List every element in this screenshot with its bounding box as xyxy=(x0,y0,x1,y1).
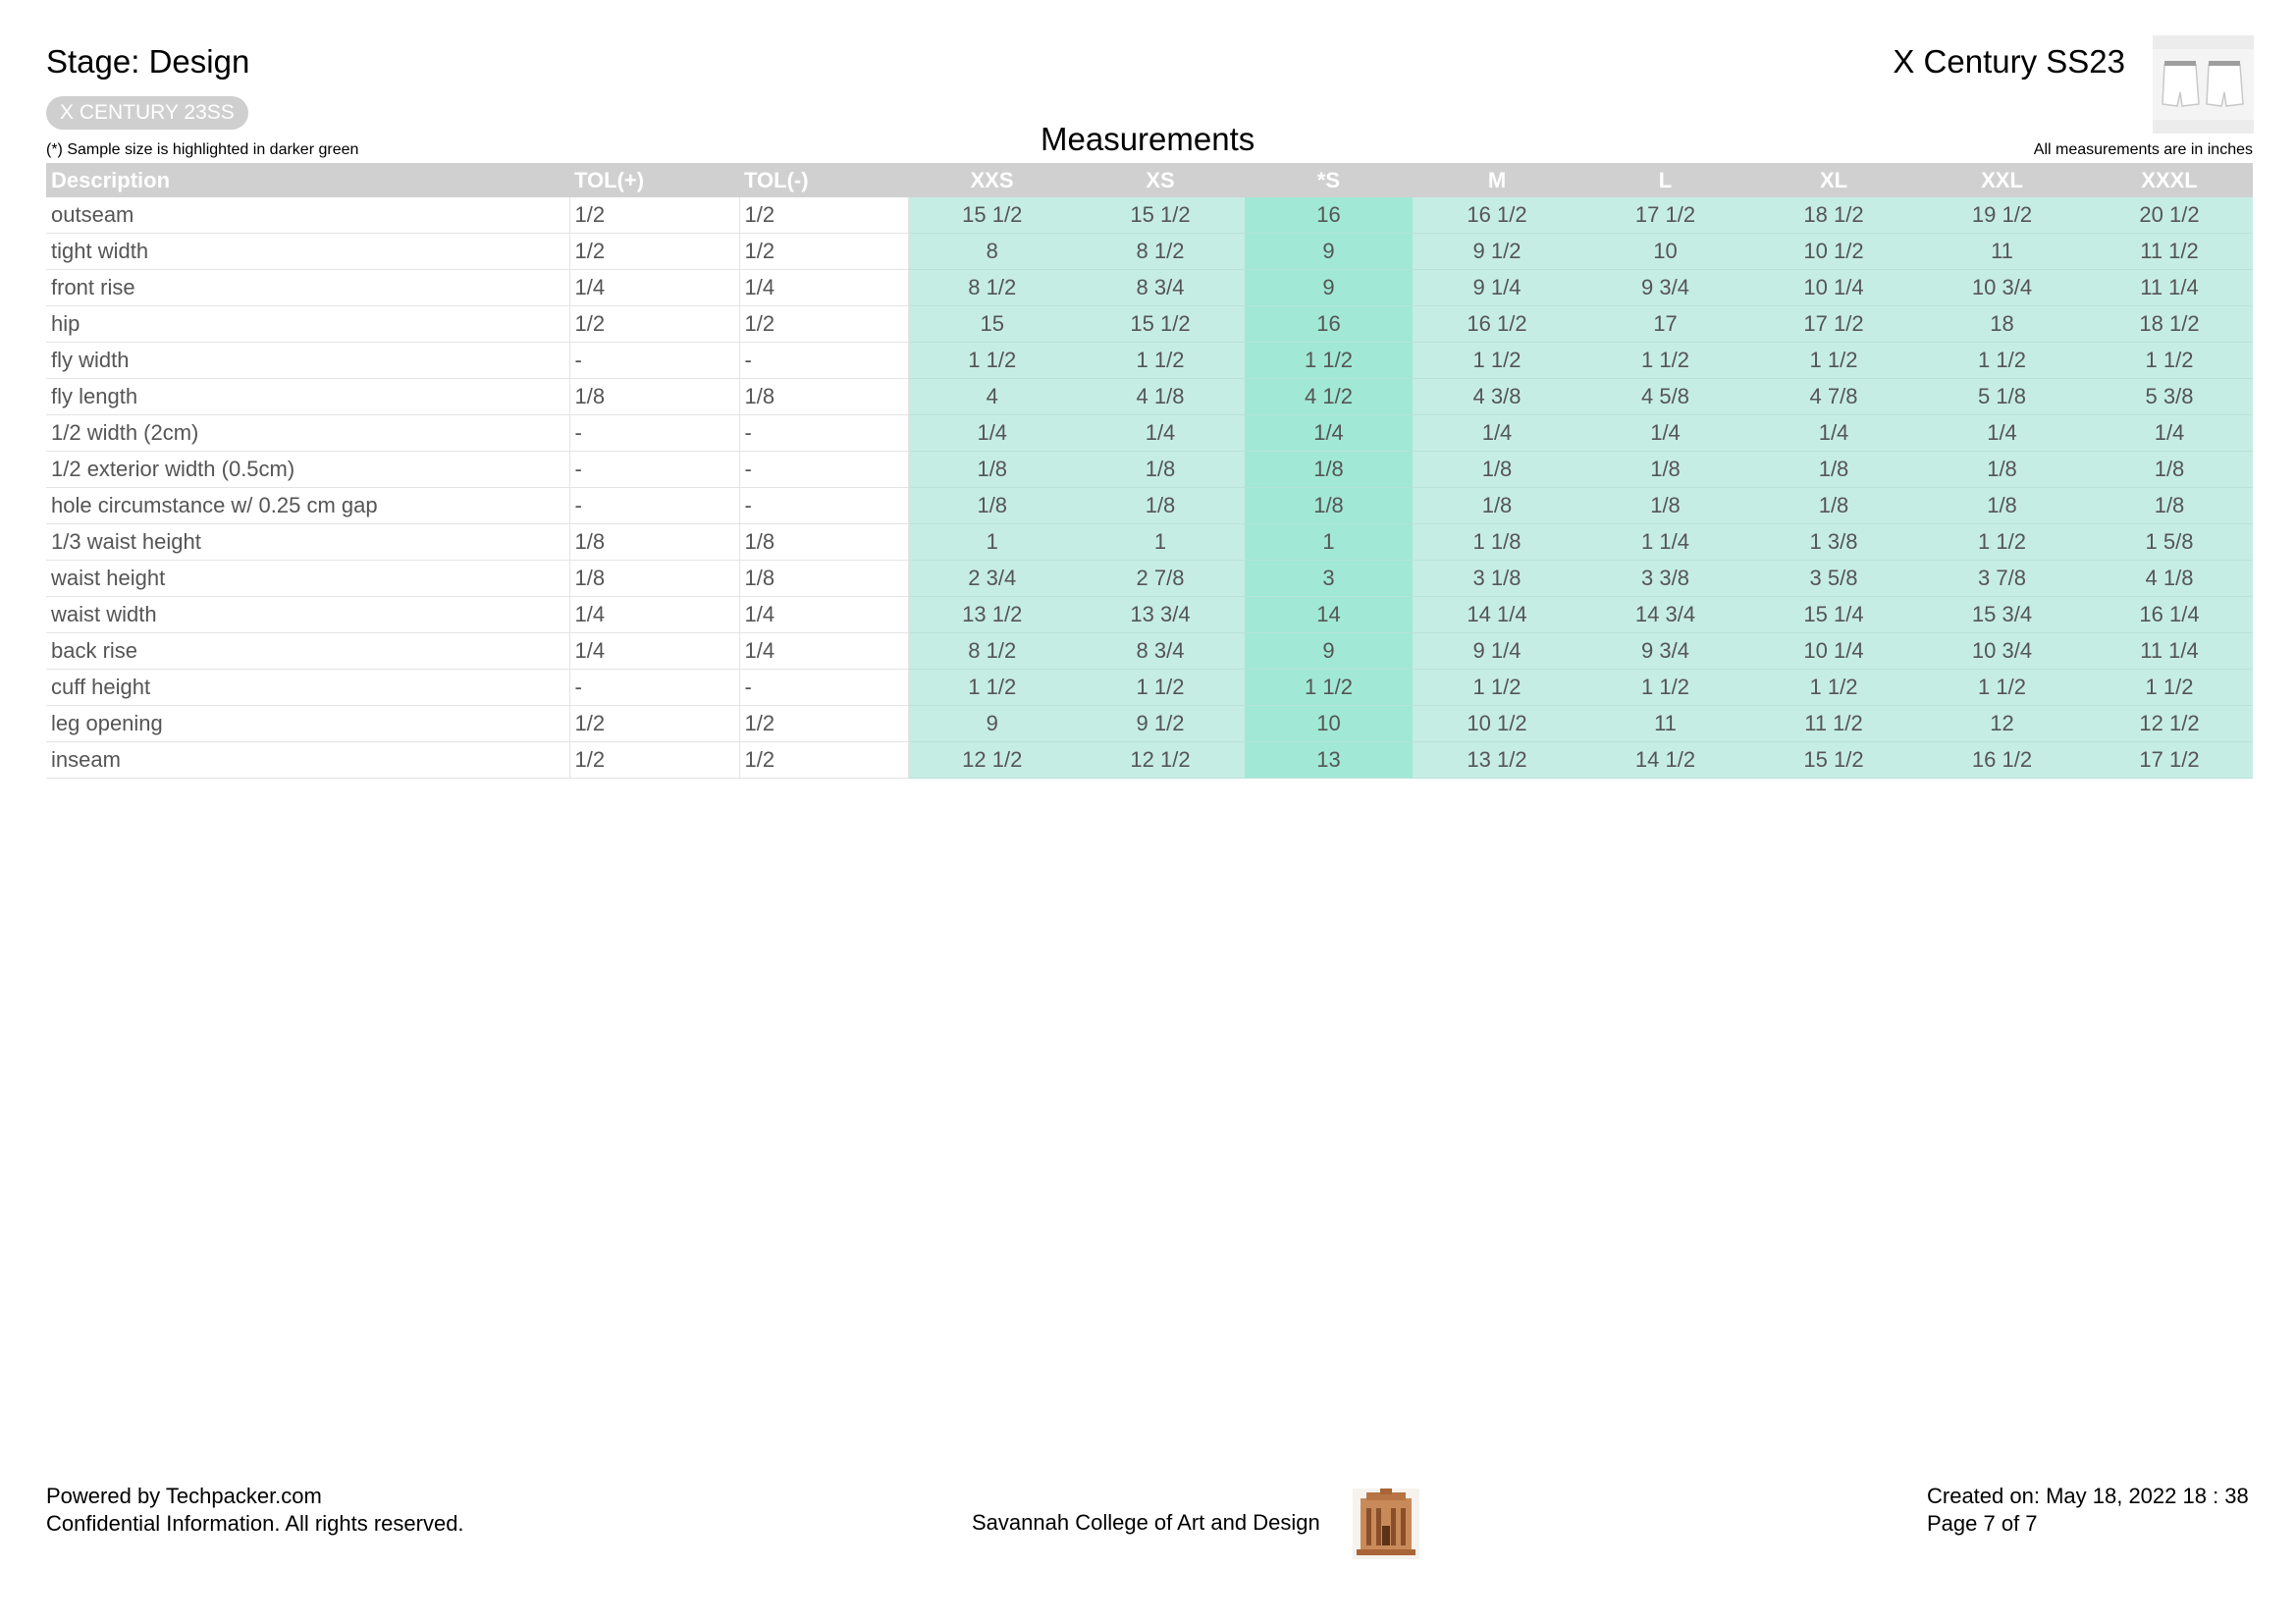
size-value-cell: 1 1/2 xyxy=(1581,670,1749,706)
tolerance-cell: 1/8 xyxy=(569,524,739,561)
size-value-cell: 15 3/4 xyxy=(1918,597,2086,633)
table-row xyxy=(46,379,2253,415)
size-value-cell: 20 1/2 xyxy=(2086,197,2253,234)
size-value-cell: 17 1/2 xyxy=(2086,742,2253,779)
size-value-cell: 18 1/2 xyxy=(2086,306,2253,343)
size-value-cell: 9 1/2 xyxy=(1076,706,1245,742)
tolerance-cell: 1/4 xyxy=(739,597,908,633)
table-row xyxy=(46,234,2253,270)
size-value-cell: 3 5/8 xyxy=(1749,561,1918,597)
size-value-cell: 4 1/2 xyxy=(1245,379,1413,415)
size-value-cell: 1/8 xyxy=(1413,452,1581,488)
size-value-cell: 4 1/8 xyxy=(2086,561,2253,597)
created-on-text: Created on: May 18, 2022 18 : 38 xyxy=(1927,1484,2249,1508)
measurement-description: front rise xyxy=(46,270,569,306)
tolerance-cell: 1/2 xyxy=(569,742,739,779)
tolerance-cell: 1/4 xyxy=(569,633,739,670)
size-value-cell: 8 1/2 xyxy=(908,633,1076,670)
size-value-cell: 9 xyxy=(1245,234,1413,270)
measurements-table xyxy=(46,163,2253,779)
size-value-cell: 4 3/8 xyxy=(1413,379,1581,415)
size-value-cell: 9 3/4 xyxy=(1581,633,1749,670)
size-value-cell: 10 xyxy=(1245,706,1413,742)
tolerance-cell: 1/2 xyxy=(739,197,908,234)
table-row xyxy=(46,670,2253,706)
size-value-cell: 3 1/8 xyxy=(1413,561,1581,597)
column-header: Description xyxy=(46,163,569,197)
size-value-cell: 18 1/2 xyxy=(1749,197,1918,234)
size-value-cell: 16 1/4 xyxy=(2086,597,2253,633)
size-value-cell: 9 xyxy=(1245,633,1413,670)
column-header: L xyxy=(1581,163,1749,197)
units-note: All measurements are in inches xyxy=(2033,141,2253,158)
table-row xyxy=(46,343,2253,379)
size-value-cell: 8 1/2 xyxy=(908,270,1076,306)
size-value-cell: 1 1/2 xyxy=(1749,343,1918,379)
column-header: XXL xyxy=(1918,163,2086,197)
measurement-description: fly width xyxy=(46,343,569,379)
table-row xyxy=(46,742,2253,779)
size-value-cell: 1 1/2 xyxy=(1076,343,1245,379)
tolerance-cell: 1/4 xyxy=(739,633,908,670)
measurement-description: inseam xyxy=(46,742,569,779)
size-value-cell: 16 xyxy=(1245,197,1413,234)
table-row xyxy=(46,306,2253,343)
size-value-cell: 1/8 xyxy=(1581,488,1749,524)
size-value-cell: 16 1/2 xyxy=(1413,306,1581,343)
measurement-description: 1/3 waist height xyxy=(46,524,569,561)
size-value-cell: 13 3/4 xyxy=(1076,597,1245,633)
size-value-cell: 17 1/2 xyxy=(1749,306,1918,343)
table-row xyxy=(46,633,2253,670)
table-row xyxy=(46,415,2253,452)
size-value-cell: 10 1/4 xyxy=(1749,633,1918,670)
size-value-cell: 2 3/4 xyxy=(908,561,1076,597)
size-value-cell: 14 1/4 xyxy=(1413,597,1581,633)
tolerance-cell: 1/8 xyxy=(569,379,739,415)
size-value-cell: 1 1/2 xyxy=(1413,343,1581,379)
tolerance-cell: 1/2 xyxy=(739,706,908,742)
measurement-description: hip xyxy=(46,306,569,343)
size-value-cell: 14 1/2 xyxy=(1581,742,1749,779)
size-value-cell: 15 1/2 xyxy=(1076,197,1245,234)
powered-by-text: Powered by Techpacker.com xyxy=(46,1484,322,1508)
tolerance-cell: 1/8 xyxy=(739,561,908,597)
size-value-cell: 13 1/2 xyxy=(1413,742,1581,779)
size-value-cell: 9 1/2 xyxy=(1413,234,1581,270)
tolerance-cell: - xyxy=(569,452,739,488)
size-value-cell: 1/8 xyxy=(1076,452,1245,488)
size-value-cell: 1/8 xyxy=(2086,452,2253,488)
footer-left xyxy=(46,1483,464,1538)
stage-label: Stage: Design xyxy=(46,43,250,80)
size-value-cell: 1/4 xyxy=(908,415,1076,452)
tolerance-cell: - xyxy=(739,670,908,706)
column-header: TOL(-) xyxy=(739,163,908,197)
size-value-cell: 5 1/8 xyxy=(1918,379,2086,415)
size-value-cell: 1 1/2 xyxy=(2086,343,2253,379)
size-value-cell: 1 1/2 xyxy=(908,343,1076,379)
size-value-cell: 1 1/2 xyxy=(1749,670,1918,706)
size-value-cell: 1 1/2 xyxy=(1076,670,1245,706)
column-header: *S xyxy=(1245,163,1413,197)
size-value-cell: 1 1/2 xyxy=(1918,343,2086,379)
column-header: XS xyxy=(1076,163,1245,197)
size-value-cell: 1/8 xyxy=(1245,452,1413,488)
size-value-cell: 11 1/4 xyxy=(2086,633,2253,670)
column-header: XXXL xyxy=(2086,163,2253,197)
size-value-cell: 1/8 xyxy=(1918,452,2086,488)
size-value-cell: 16 1/2 xyxy=(1918,742,2086,779)
tolerance-cell: 1/8 xyxy=(739,379,908,415)
size-value-cell: 1 1/4 xyxy=(1581,524,1749,561)
table-header-row xyxy=(46,163,2253,197)
size-value-cell: 12 xyxy=(1918,706,2086,742)
shorts-sketch-thumbnail-icon xyxy=(2153,35,2254,134)
size-value-cell: 17 xyxy=(1581,306,1749,343)
tolerance-cell: - xyxy=(739,415,908,452)
confidential-text: Confidential Information. All rights reserved. xyxy=(46,1511,464,1536)
size-value-cell: 11 xyxy=(1918,234,2086,270)
size-value-cell: 10 xyxy=(1581,234,1749,270)
table-row xyxy=(46,197,2253,234)
size-value-cell: 13 1/2 xyxy=(908,597,1076,633)
size-value-cell: 9 1/4 xyxy=(1413,270,1581,306)
column-header: XL xyxy=(1749,163,1918,197)
tolerance-cell: 1/2 xyxy=(739,306,908,343)
size-value-cell: 11 1/2 xyxy=(1749,706,1918,742)
size-value-cell: 1 1/2 xyxy=(1245,343,1413,379)
size-value-cell: 8 1/2 xyxy=(1076,234,1245,270)
table-row xyxy=(46,488,2253,524)
footer-right xyxy=(1927,1483,2249,1538)
table-row xyxy=(46,524,2253,561)
size-value-cell: 1/8 xyxy=(1749,488,1918,524)
size-value-cell: 1/4 xyxy=(2086,415,2253,452)
tolerance-cell: 1/2 xyxy=(739,234,908,270)
size-value-cell: 1 xyxy=(1245,524,1413,561)
size-value-cell: 8 3/4 xyxy=(1076,270,1245,306)
size-value-cell: 9 xyxy=(908,706,1076,742)
size-value-cell: 1/8 xyxy=(908,488,1076,524)
size-value-cell: 1 xyxy=(1076,524,1245,561)
size-value-cell: 1/8 xyxy=(1413,488,1581,524)
size-value-cell: 1/8 xyxy=(1245,488,1413,524)
tolerance-cell: 1/4 xyxy=(569,597,739,633)
measurement-description: 1/2 width (2cm) xyxy=(46,415,569,452)
measurement-description: back rise xyxy=(46,633,569,670)
size-value-cell: 9 1/4 xyxy=(1413,633,1581,670)
size-value-cell: 8 xyxy=(908,234,1076,270)
size-value-cell: 13 xyxy=(1245,742,1413,779)
size-value-cell: 10 3/4 xyxy=(1918,633,2086,670)
measurement-description: 1/2 exterior width (0.5cm) xyxy=(46,452,569,488)
tolerance-cell: - xyxy=(569,670,739,706)
page-number: Page 7 of 7 xyxy=(1927,1511,2038,1536)
collection-tag-badge: X CENTURY 23SS xyxy=(46,96,248,130)
size-value-cell: 1/8 xyxy=(1749,452,1918,488)
size-value-cell: 15 xyxy=(908,306,1076,343)
size-value-cell: 15 1/2 xyxy=(908,197,1076,234)
size-value-cell: 1 1/2 xyxy=(908,670,1076,706)
table-row xyxy=(46,597,2253,633)
size-value-cell: 1 1/2 xyxy=(1413,670,1581,706)
size-value-cell: 4 7/8 xyxy=(1749,379,1918,415)
size-value-cell: 2 7/8 xyxy=(1076,561,1245,597)
size-value-cell: 4 5/8 xyxy=(1581,379,1749,415)
size-value-cell: 1 1/8 xyxy=(1413,524,1581,561)
tolerance-cell: 1/2 xyxy=(569,197,739,234)
sample-size-note: (*) Sample size is highlighted in darker green xyxy=(46,141,359,158)
size-value-cell: 12 1/2 xyxy=(2086,706,2253,742)
measurement-description: hole circumstance w/ 0.25 cm gap xyxy=(46,488,569,524)
size-value-cell: 19 1/2 xyxy=(1918,197,2086,234)
tolerance-cell: 1/2 xyxy=(569,234,739,270)
size-value-cell: 1 1/2 xyxy=(1581,343,1749,379)
size-value-cell: 9 3/4 xyxy=(1581,270,1749,306)
size-value-cell: 1 xyxy=(908,524,1076,561)
size-value-cell: 1/4 xyxy=(1413,415,1581,452)
table-row xyxy=(46,706,2253,742)
size-value-cell: 5 3/8 xyxy=(2086,379,2253,415)
tolerance-cell: 1/8 xyxy=(569,561,739,597)
measurement-description: fly length xyxy=(46,379,569,415)
size-value-cell: 16 1/2 xyxy=(1413,197,1581,234)
size-value-cell: 17 1/2 xyxy=(1581,197,1749,234)
size-value-cell: 16 xyxy=(1245,306,1413,343)
tolerance-cell: 1/2 xyxy=(569,706,739,742)
tolerance-cell: 1/4 xyxy=(569,270,739,306)
column-header: TOL(+) xyxy=(569,163,739,197)
measurement-description: cuff height xyxy=(46,670,569,706)
size-value-cell: 1/8 xyxy=(1581,452,1749,488)
table-row xyxy=(46,452,2253,488)
size-value-cell: 1/4 xyxy=(1581,415,1749,452)
tolerance-cell: - xyxy=(739,452,908,488)
measurement-description: waist width xyxy=(46,597,569,633)
size-value-cell: 4 1/8 xyxy=(1076,379,1245,415)
size-value-cell: 1/4 xyxy=(1749,415,1918,452)
size-value-cell: 1 5/8 xyxy=(2086,524,2253,561)
tolerance-cell: 1/2 xyxy=(739,742,908,779)
table-row xyxy=(46,561,2253,597)
size-value-cell: 1/8 xyxy=(1918,488,2086,524)
size-value-cell: 1 1/2 xyxy=(2086,670,2253,706)
tolerance-cell: 1/8 xyxy=(739,524,908,561)
size-value-cell: 12 1/2 xyxy=(1076,742,1245,779)
size-value-cell: 11 1/2 xyxy=(2086,234,2253,270)
collection-title: X Century SS23 xyxy=(1893,43,2125,80)
tolerance-cell: - xyxy=(739,343,908,379)
school-name: Savannah College of Art and Design xyxy=(972,1510,1320,1535)
size-value-cell: 18 xyxy=(1918,306,2086,343)
size-value-cell: 15 1/4 xyxy=(1749,597,1918,633)
size-value-cell: 10 3/4 xyxy=(1918,270,2086,306)
size-value-cell: 3 xyxy=(1245,561,1413,597)
page-title: Measurements xyxy=(1041,121,1255,157)
size-value-cell: 11 1/4 xyxy=(2086,270,2253,306)
column-header: XXS xyxy=(908,163,1076,197)
size-value-cell: 10 1/2 xyxy=(1413,706,1581,742)
size-value-cell: 11 xyxy=(1581,706,1749,742)
size-value-cell: 12 1/2 xyxy=(908,742,1076,779)
size-value-cell: 15 1/2 xyxy=(1076,306,1245,343)
size-value-cell: 1 1/2 xyxy=(1245,670,1413,706)
size-value-cell: 1/8 xyxy=(908,452,1076,488)
size-value-cell: 1/8 xyxy=(2086,488,2253,524)
tolerance-cell: - xyxy=(569,488,739,524)
measurement-description: outseam xyxy=(46,197,569,234)
size-value-cell: 3 7/8 xyxy=(1918,561,2086,597)
size-value-cell: 10 1/2 xyxy=(1749,234,1918,270)
tolerance-cell: 1/4 xyxy=(739,270,908,306)
size-value-cell: 1/4 xyxy=(1245,415,1413,452)
size-value-cell: 1/4 xyxy=(1918,415,2086,452)
size-value-cell: 1 1/2 xyxy=(1918,670,2086,706)
size-value-cell: 14 3/4 xyxy=(1581,597,1749,633)
tolerance-cell: 1/2 xyxy=(569,306,739,343)
size-value-cell: 10 1/4 xyxy=(1749,270,1918,306)
size-value-cell: 15 1/2 xyxy=(1749,742,1918,779)
column-header: M xyxy=(1413,163,1581,197)
size-value-cell: 1 3/8 xyxy=(1749,524,1918,561)
measurement-description: leg opening xyxy=(46,706,569,742)
size-value-cell: 9 xyxy=(1245,270,1413,306)
table-row xyxy=(46,270,2253,306)
size-value-cell: 1/4 xyxy=(1076,415,1245,452)
size-value-cell: 14 xyxy=(1245,597,1413,633)
building-logo-icon xyxy=(1353,1489,1419,1559)
measurement-description: tight width xyxy=(46,234,569,270)
size-value-cell: 4 xyxy=(908,379,1076,415)
tolerance-cell: - xyxy=(569,415,739,452)
tolerance-cell: - xyxy=(739,488,908,524)
size-value-cell: 3 3/8 xyxy=(1581,561,1749,597)
size-value-cell: 1 1/2 xyxy=(1918,524,2086,561)
measurement-description: waist height xyxy=(46,561,569,597)
size-value-cell: 1/8 xyxy=(1076,488,1245,524)
tolerance-cell: - xyxy=(569,343,739,379)
size-value-cell: 8 3/4 xyxy=(1076,633,1245,670)
